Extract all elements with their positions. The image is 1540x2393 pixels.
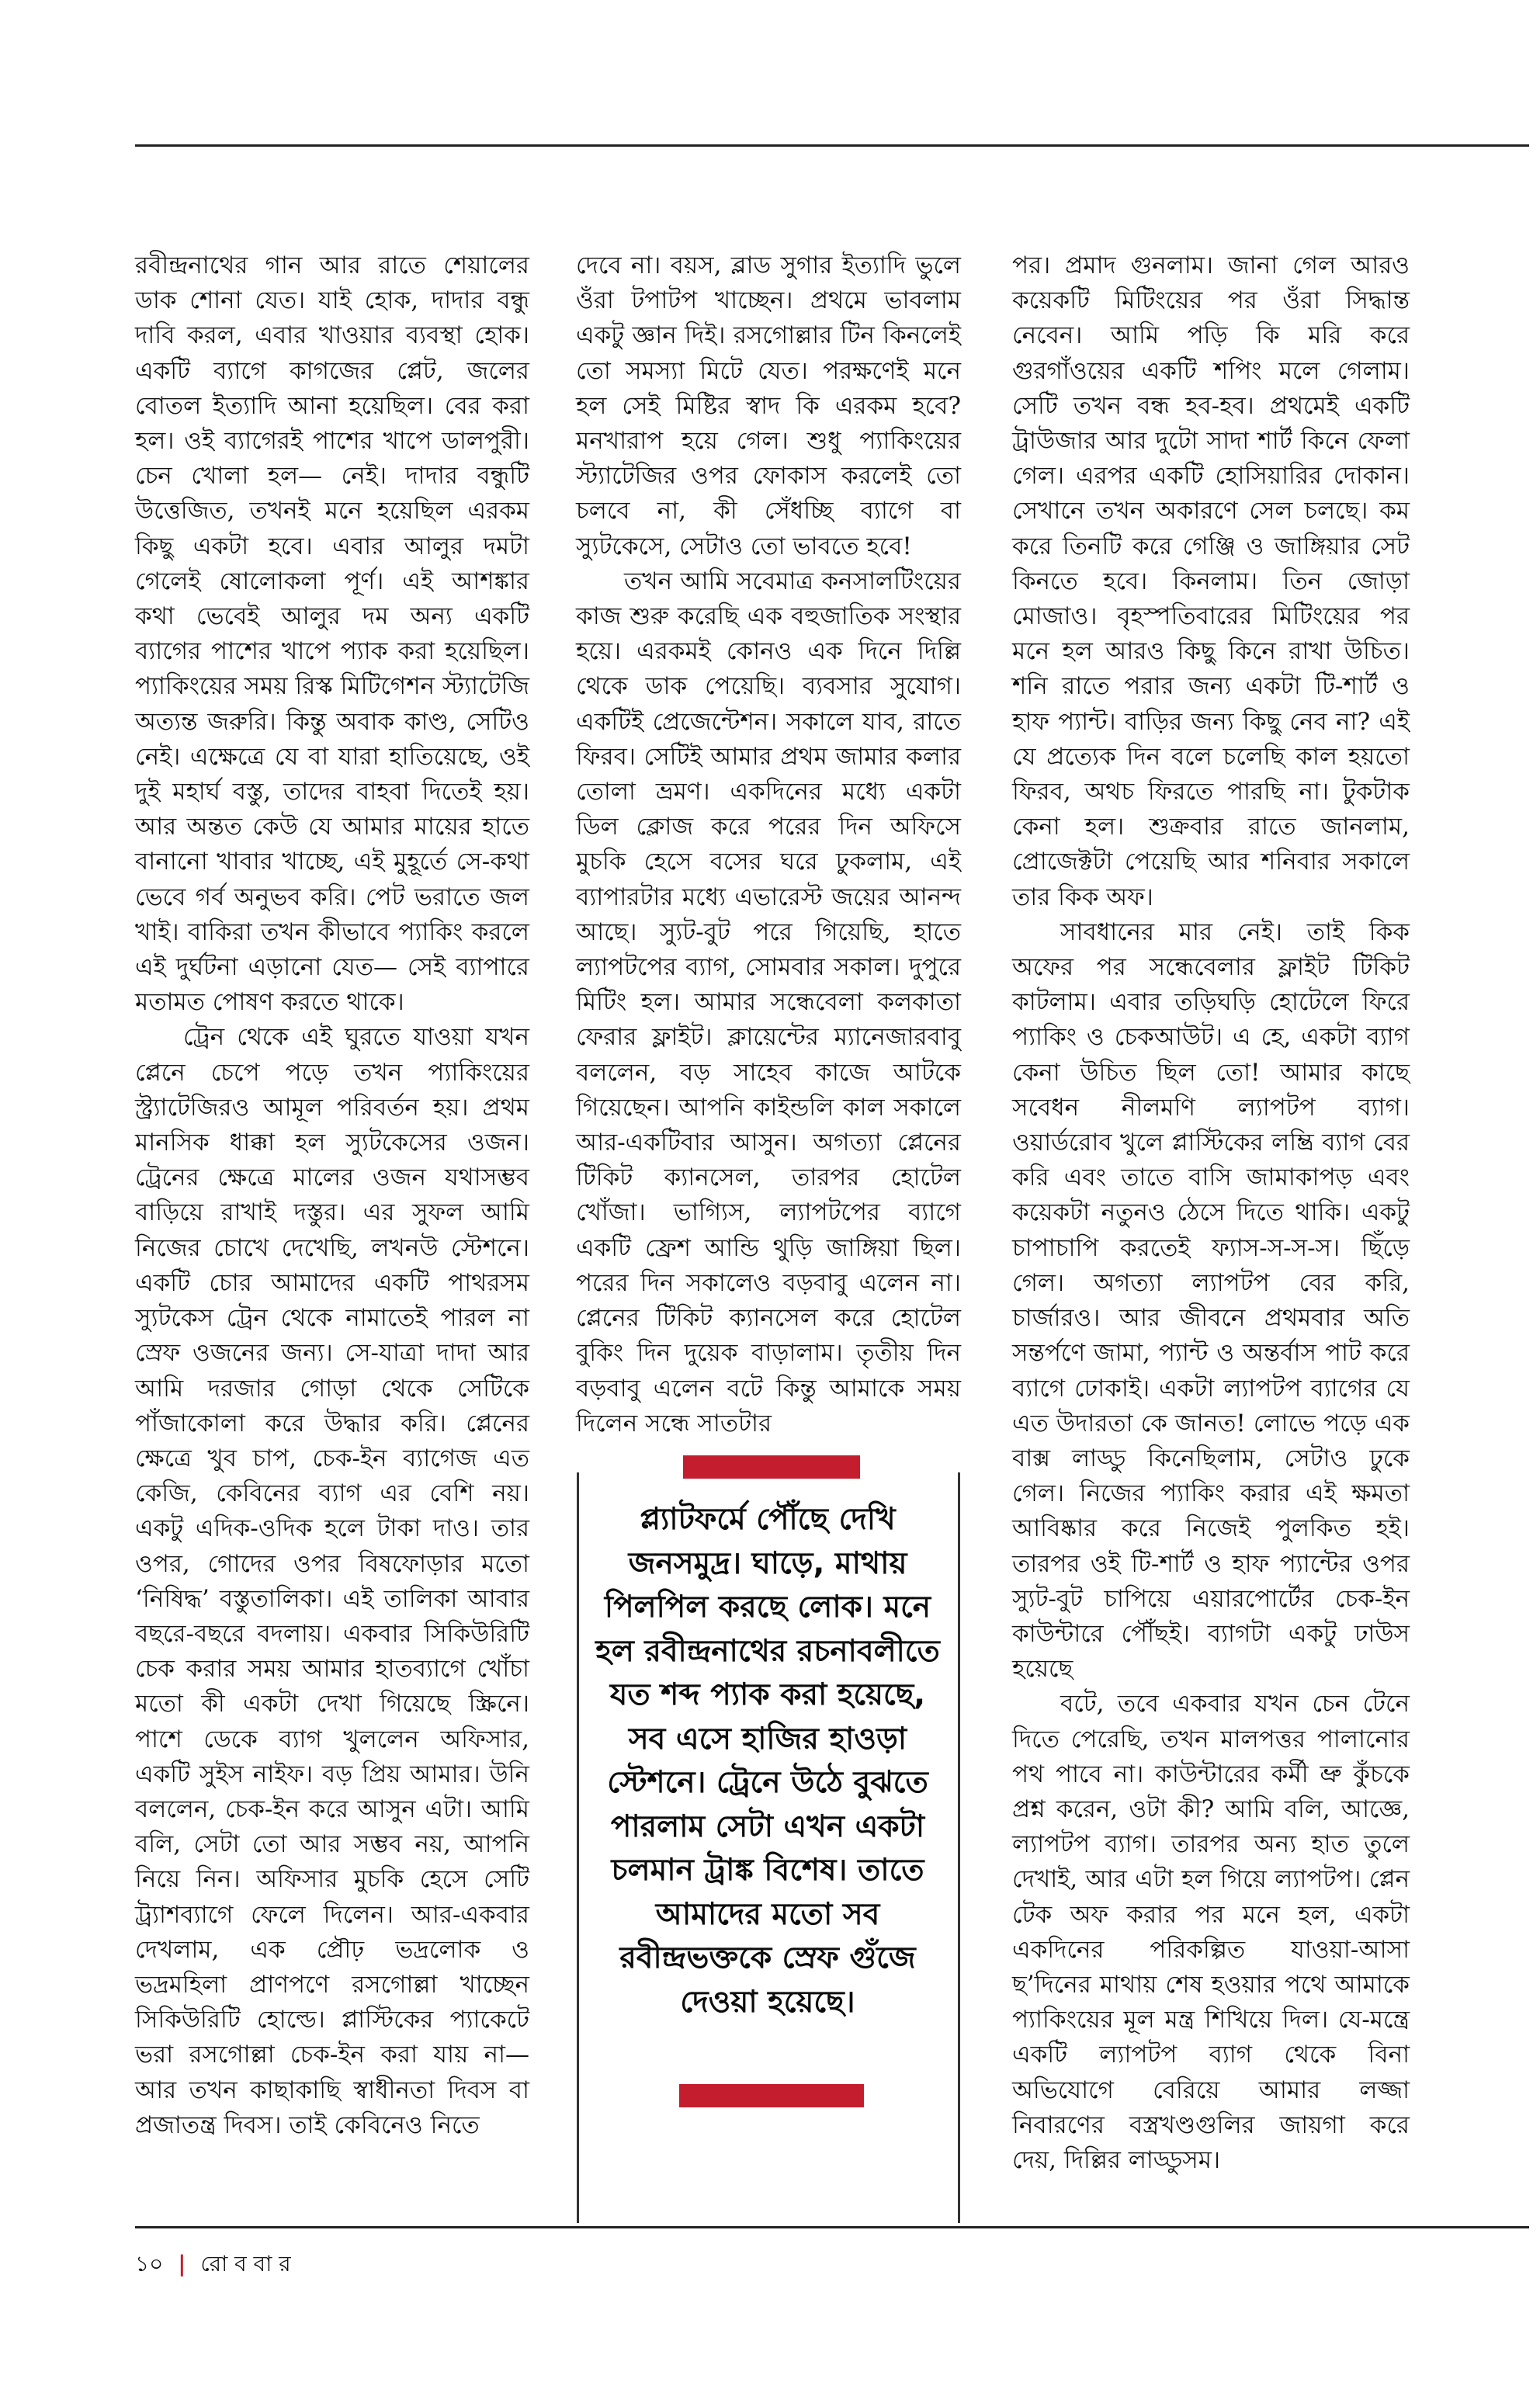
pullquote-right-rule (958, 1472, 960, 2223)
pullquote-bottom-bar (679, 2084, 864, 2107)
article-column-3 (1012, 248, 1410, 2178)
paragraph: ট্রেন থেকে এই ঘুরতে যাওয়া যখন প্লেনে চেপে পড়ে তখন প্যাকিংয়ের স্ট্র্যাটেজিরও আমূল পরিবর্তন হয়। প্রথম মানসিক ধাক্কা হল স্যুটকেসের ওজন। ট্রেনের ক্ষেত্রে মালের ওজন যথাসম্ভব বাড়িয়ে রাখাই দস্তুর। এর সুফল আমি নিজের চোখে দেখেছি, লখনউ স্টেশনে। একটি চোর আমাদের একটি পাথরসম স্যুটকেস ট্রেন থেকে নামাতেই পারল না স্রেফ ওজনের জন্য। সে-যাত্রা দাদা আর আমি দরজার গোড়া থেকে সেটিকে পাঁজাকোলা করে উদ্ধার করি। প্লেনের ক্ষেত্রে খুব চাপ, চেক-ইন ব্যাগেজ এত কেজি, কেবিনের ব্যাগ এর বেশি নয়। একটু এদিক-ওদিক হলে টাকা দাও। তার ওপর, গোদের ওপর বিষফোড়ার মতো ‘নিষিদ্ধ’ বস্তুতালিকা। এই তালিকা আবার বছরে-বছরে বদলায়। একবার সিকিউরিটি চেক করার সময় আমার হাতব্যাগে খোঁচা মতো কী একটা দেখা গিয়েছে স্ক্রিনে। পাশে ডেকে ব্যাগ খুললেন অফিসার, একটি সুইস নাইফ। বড় প্রিয় আমার। উনি বললেন, চেক-ইন করে আসুন এটা। আমি বলি, সেটা তো আর সম্ভব নয়, আপনি নিয়ে নিন। অফিসার মুচকি হেসে সেটি ট্র্যাশব্যাগে ফেলে দিলেন। আর-একবার দেখলাম, এক প্রৌঢ় ভদ্রলোক ও ভদ্রমহিলা প্রাণপণে রসগোল্লা খাচ্ছেন সিকিউরিটি হোল্ডে। প্লাস্টিকের প্যাকেটে ভরা রসগোল্লা চেক-ইন করা যায় না— আর তখন কাছাকাছি স্বাধীনতা দিবস বা প্রজাতন্ত্র দিবস। তাই কেবিনেও নিতে (135, 1023, 529, 2139)
article-column-1 (135, 248, 529, 2143)
top-rule (135, 144, 1529, 147)
paragraph: দেবে না। বয়স, ব্লাড সুগার ইত্যাদি ভুলে ওঁরা টপাটপ খাচ্ছেন। প্রথমে ভাবলাম একটু জ্ঞান দিই। রসগোল্লার টিন কিনলেই তো সমস্যা মিটে যেত। পরক্ষণেই মনে হল সেই মিষ্টির স্বাদ কি এরকম হবে? মনখারাপ হয়ে গেল। শুধু প্যাকিংয়ের স্ট্যাটেজির ওপর ফোকাস করলেই তো চলবে না, কী সেঁধচ্ছি ব্যাগে বা স্যুটকেসে, সেটাও তো ভাবতে হবে! (576, 251, 961, 560)
paragraph: বটে, তবে একবার যখন চেন টেনে দিতে পেরেছি, তখন মালপত্তর পালানোর পথ পাবে না। কাউন্টারের কর্মী ভ্রু কুঁচকে প্রশ্ন করেন, ওটা কী? আমি বলি, আজ্ঞে, ল্যাপটপ ব্যাগ। তারপর অন্য হাত তুলে দেখাই, আর এটা হল গিয়ে ল্যাপটপ। প্লেন টেক অফ করার পর মনে হল, একটা একদিনের পরিকল্পিত যাওয়া-আসা ছ’দিনের মাথায় শেষ হওয়ার পথে আমাকে প্যাকিংয়ের মূল মন্ত্র শিখিয়ে দিল। যে-মন্ত্রে একটি ল্যাপটপ ব্যাগ থেকে বিনা অভিযোগে বেরিয়ে আমার লজ্জা নিবারণের বস্ত্রখণ্ডগুলির জায়গা করে দেয়, দিল্লির লাড্ডুসম। (1012, 1690, 1410, 2174)
publication-name: রো ব বা র (200, 2251, 291, 2277)
page-number: ১০ (135, 2251, 164, 2277)
paragraph: সাবধানের মার নেই। তাই কিক অফের পর সন্ধেবেলার ফ্লাইট টিকিট কাটলাম। এবার তড়িঘড়ি হোটেলে ফিরে প্যাকিং ও চেকআউট। এ হে, একটা ব্যাগ কেনা উচিত ছিল তো! আমার কাছে সবেধন নীলমণি ল্যাপটপ ব্যাগ। ওয়ার্ডরোব খুলে প্লাস্টিকের লম্ভ্রি ব্যাগ বের করি এবং তাতে বাসি জামাকাপড় এবং কয়েকটা নতুনও ঠেসে দিতে থাকি। একটু চাপাচাপি করতেই ফ্যাস-স-স-স। ছিঁড়ে গেল। অগত্যা ল্যাপটপ বের করি, চার্জারও। আর জীবনে প্রথমবার অতি সন্তর্পণে জামা, প্যান্ট ও অন্তর্বাস পাট করে ব্যাগে ঢোকাই। একটা ল্যাপটপ ব্যাগের যে এত উদারতা কে জানত! লোভে পড়ে এক বাক্স লাড্ডু কিনেছিলাম, সেটাও ঢুকে গেল। নিজের প্যাকিং করার এই ক্ষমতা আবিষ্কার করে নিজেই পুলকিত হই। তারপর ওই টি-শার্ট ও হাফ প্যান্টের ওপর স্যুট-বুট চাপিয়ে এয়ারপোর্টের চেক-ইন কাউন্টারে পৌঁছই। ব্যাগটা একটু ঢাউস হয়েছে (1012, 917, 1410, 1684)
paragraph: তখন আমি সবেমাত্র কনসালটিংয়ের কাজ শুরু করেছি এক বহুজাতিক সংস্থার হয়ে। এরকমই কোনও এক দিনে দিল্লি থেকে ডাক পেয়েছি। ব্যবসার সুযোগ। একটিই প্রেজেন্টেশন। সকালে যাব, রাতে ফিরব। সেটিই আমার প্রথম জামার কলার তোলা ভ্রমণ। একদিনের মধ্যে একটা ডিল ক্লোজ করে পরের দিন অফিসে মুচকি হেসে বসের ঘরে ঢুকলাম, এই ব্যাপারটার মধ্যে এভারেস্ট জয়ের আনন্দ আছে। স্যুট-বুট পরে গিয়েছি, হাতে ল্যাপটপের ব্যাগ, সোমবার সকাল। দুপুরে মিটিং হল। আমার সন্ধেবেলা কলকাতা ফেরার ফ্লাইট। ক্লায়েন্টের ম্যানেজারবাবু বললেন, বড় সাহেব কাজে আটকে গিয়েছেন। আপনি কাইন্ডলি কাল সকালে আর-একটিবার আসুন। অগত্যা প্লেনের টিকিট ক্যানসেল, তারপর হোটেল খোঁজা। ভাগ্যিস, ল্যাপটপের ব্যাগে একটি ফ্রেশ আন্ডি থুড়ি জাঙ্গিয়া ছিল। পরের দিন সকালেও বড়বাবু এলেন না। প্লেনের টিকিট ক্যানসেল করে হোটেল বুকিং দিন দুয়েক বাড়ালাম। তৃতীয় দিন বড়বাবু এলেন বটে কিন্তু আমাকে সময় দিলেন সন্ধে সাতটার (576, 567, 961, 1438)
pullquote-top-bar (683, 1455, 860, 1479)
bottom-rule (135, 2226, 1529, 2228)
paragraph: পর। প্রমাদ গুনলাম। জানা গেল আরও কয়েকটি মিটিংয়ের পর ওঁরা সিদ্ধান্ত নেবেন। আমি পড়ি কি মরি করে গুরগাঁওয়ের একটি শপিং মলে গেলাম। সেটি তখন বন্ধ হব-হব। প্রথমেই একটি ট্রাউজার আর দুটো সাদা শার্ট কিনে ফেলা গেল। এরপর একটি হোসিয়ারির দোকান। সেখানে তখন অকারণে সেল চলছে। কম করে তিনটি করে গেঞ্জি ও জাঙ্গিয়ার সেট কিনতে হবে। কিনলাম। তিন জোড়া মোজাও। বৃহস্পতিবারের মিটিংয়ের পর মনে হল আরও কিছু কিনে রাখা উচিত। শনি রাতে পরার জন্য একটা টি-শার্ট ও হাফ প্যান্ট। বাড়ির জন্য কিছু নেব না? এই যে প্রত্যেক দিন বলে চলেছি কাল হয়তো ফিরব, অথচ ফিরতে পারছি না। টুকটাক কেনা হল। শুক্রবার রাতে জানলাম, প্রোজেক্টটা পেয়েছি আর শনিবার সকালে তার কিক অফ। (1012, 251, 1410, 911)
pullquote-left-rule (577, 1472, 579, 2223)
article-column-2 (576, 248, 961, 1441)
pullquote: প্ল্যাটফর্মে পৌঁছে দেখি জনসমুদ্র। ঘাড়ে, মাথায় পিলপিল করছে লোক। মনে হল রবীন্দ্রনাথের রচনাবলীতে যত শব্দ প্যাক করা হয়েছে, সব এসে হাজির হাওড়া স্টেশনে। ট্রেনে উঠে বুঝতে পারলাম সেটা এখন একটা চলমান ট্রাঙ্ক বিশেষ। তাতে আমাদের মতো সব রবীন্দ্রভক্তকে স্রেফ গুঁজে দেওয়া হয়েছে। (595, 1502, 940, 2020)
footer-separator: | (178, 2251, 186, 2277)
paragraph: রবীন্দ্রনাথের গান আর রাতে শেয়ালের ডাক শোনা যেত। যাই হোক, দাদার বন্ধু দাবি করল, এবার খাওয়ার ব্যবস্থা হোক। একটি ব্যাগে কাগজের প্লেট, জলের বোতল ইত্যাদি আনা হয়েছিল। বের করা হল। ওই ব্যাগেরই পাশের খাপে ডালপুরী। চেন খোলা হল— নেই। দাদার বন্ধুটি উত্তেজিত, তখনই মনে হয়েছিল এরকম কিছু একটা হবে। এবার আলুর দমটা গেলেই ষোলোকলা পূর্ণ। এই আশঙ্কার কথা ভেবেই আলুর দম অন্য একটি ব্যাগের পাশের খাপে প্যাক করা হয়েছিল। প্যাকিংয়ের সময় রিস্ক মিটিগেশন স্ট্যাটেজি অত্যন্ত জরুরি। কিন্তু অবাক কাণ্ড, সেটিও নেই। এক্ষেত্রে যে বা যারা হাতিয়েছে, ওই দুই মহার্ঘ বস্তু, তাদের বাহবা দিতেই হয়। আর অন্তত কেউ যে আমার মায়ের হাতে বানানো খাবার খাচ্ছে, এই মুহূর্তে সে-কথা ভেবে গর্ব অনুভব করি। পেট ভরাতে জল খাই। বাকিরা তখন কীভাবে প্যাকিং করলে এই দুর্ঘটনা এড়ানো যেত— সেই ব্যাপারে মতামত পোষণ করতে থাকে। (135, 251, 529, 1017)
page-footer (135, 2247, 291, 2284)
